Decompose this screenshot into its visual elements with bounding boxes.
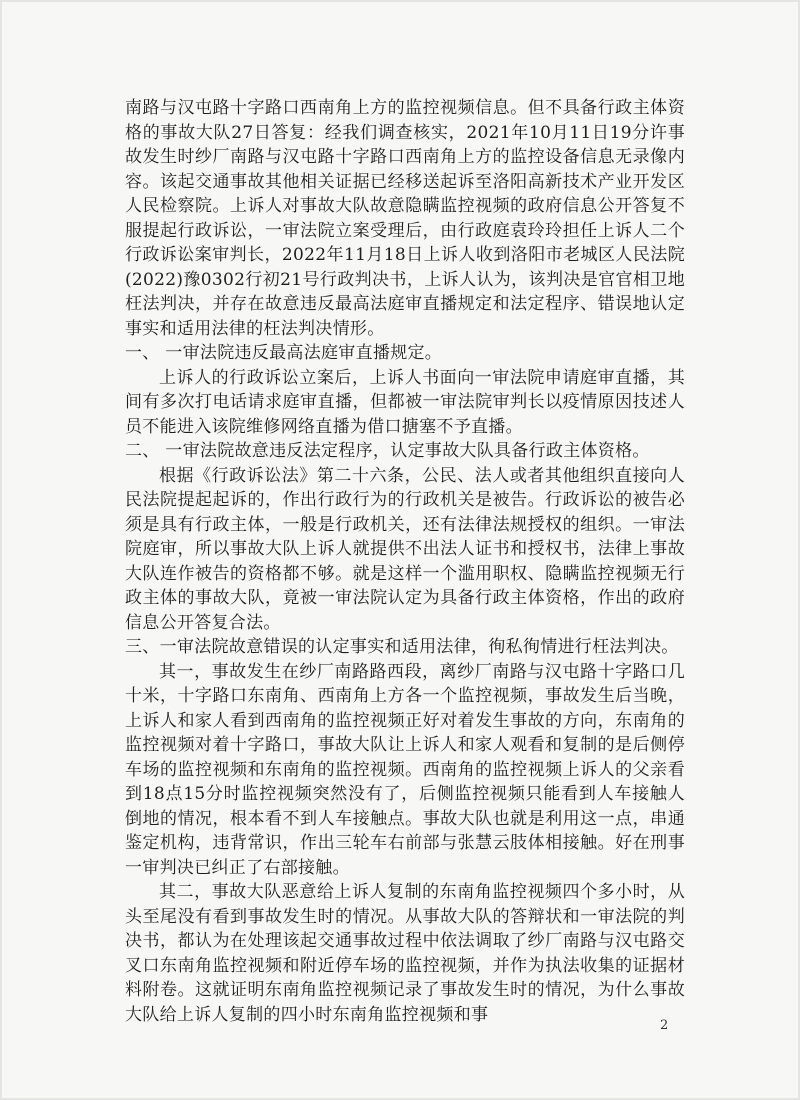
paragraph-intro: 南路与汉屯路十字路口西南角上方的监控视频信息。但不具备行政主体资格的事故大队27日答复：经我们调查核实，2021年10月11日19分许事故发生时纱厂南路与汉屯路十字路口西南角上方的监控设备信息无录像内容。该起交通事故其他相关证据已经移送起诉至洛阳高新技术产业开发区人民检察院。上诉人对事故大队故意隐瞒监控视频的政府信息公开答复不服提起行政诉讼，一审法院立案受理后，由行政庭袁玲玲担任上诉人二个行政诉讼案审判长，2022年11月18日上诉人收到洛阳市老城区人民法院(2022)豫0302行初21号行政判决书，上诉人认为，该判决是官官相卫地枉法判决，并存在故意违反最高法庭审直播规定和法定程序、错误地认定事实和适用法律的枉法判决情形。 [125, 98, 685, 339]
paragraph-livestream: 上诉人的行政诉讼立案后，上诉人书面向一审法院申请庭审直播，其间有多次打电话请求庭审直播，但都被一审法院审判长以疫情原因技述人员不能进入该院维修网络直播为借口搪塞不予直播。 [125, 367, 685, 437]
paragraph-admin-subject: 根据《行政诉讼法》第二十六条，公民、法人或者其他组织直接向人民法院提起起诉的，作出行政行为的行政机关是被告。行政诉讼的被告必须是具有行政主体，一般是行政机关，还有法律法规授权的组织。一审法院庭审，所以事故大队上诉人就提供不出法人证书和授权书，法律上事故大队连作被告的资格都不够。就是这样一个滥用职权、隐瞒监控视频无行政主体的事故大队，竟被一审法院认定为具备行政主体资格，作出的政府信息公开答复合法。 [125, 465, 685, 633]
paragraph-first-point: 其一，事故发生在纱厂南路路西段，离纱厂南路与汉屯路十字路口几十米，十字路口东南角、西南角上方各一个监控视频，事故发生后当晚，上诉人和家人看到西南角的监控视频正好对着发生事故的方向，东南角的监控视频对着十字路口，事故大队让上诉人和家人观看和复制的是后侧停车场的监控视频和东南角的监控视频。西南角的监控视频上诉人的父亲看到18点15分时监控视频突然没有了，后侧监控视频只能看到人车接触人倒地的情况，根本看不到人车接触点。事故大队也就是利用这一点，串通鉴定机构，违背常识，作出三轮车右前部与张慧云肢体相接触。好在刑事一审判决已纠正了右部接触。 [125, 661, 685, 878]
document-body [125, 96, 685, 1027]
page-number: 2 [660, 1018, 669, 1033]
heading-section-3: 三、一审法院故意错误的认定事实和适用法律，徇私徇情进行枉法判决。 [125, 637, 679, 657]
paragraph-second-point: 其二，事故大队恶意给上诉人复制的东南角监控视频四个多小时，从头至尾没有看到事故发生时的情况。从事故大队的答辩状和一审法院的判决书，都认为在处理该起交通事故过程中依法调取了纱厂南路与汉屯路交叉口东南角监控视频和附近停车场的监控视频，并作为执法收集的证据材料附卷。这就证明东南角监控视频记录了事故发生时的情况，为什么事故大队给上诉人复制的四小时东南角监控视频和事 [125, 882, 685, 1025]
heading-section-1: 一、 一审法院违反最高法庭审直播规定。 [125, 343, 443, 363]
heading-section-2: 二、 一审法院故意违反法定程序，认定事故大队具备行政主体资格。 [125, 441, 650, 461]
